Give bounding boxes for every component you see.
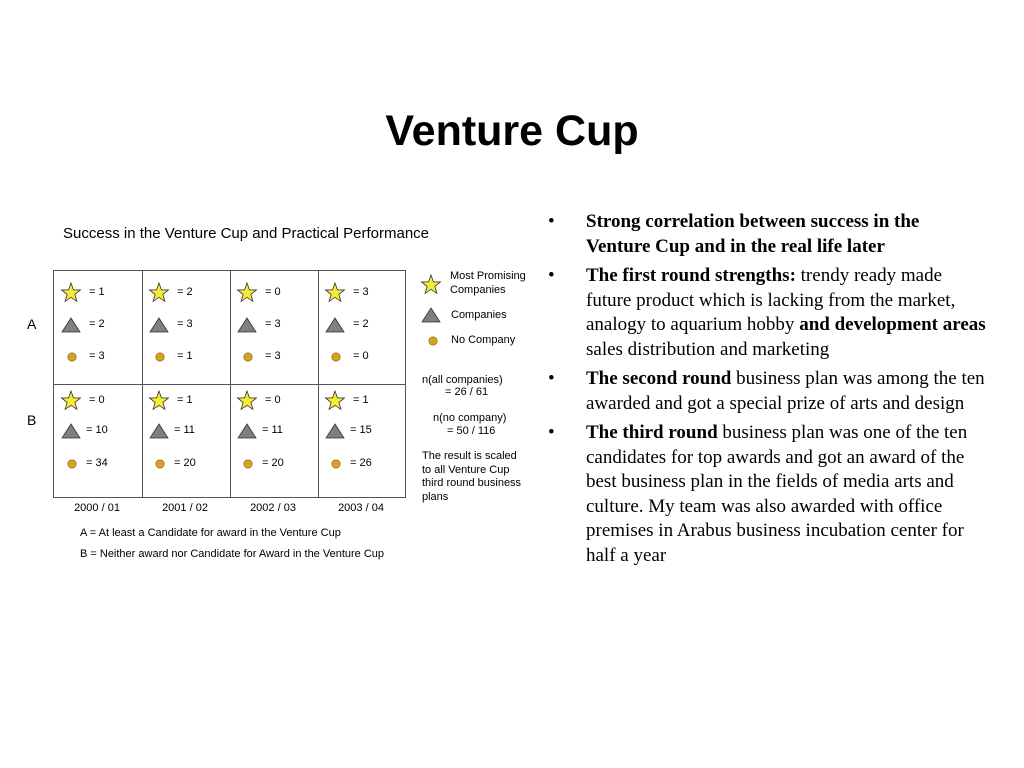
- triangle-count: = 10: [86, 424, 108, 436]
- stat-all-label: n(all companies): [422, 374, 503, 386]
- circle-icon: [330, 351, 342, 363]
- triangle-count: = 3: [265, 318, 281, 330]
- star-icon: [236, 390, 258, 412]
- circle-icon: [66, 351, 78, 363]
- bullet-item: • The second round business plan was among the ten awarded and got a special prize of arts and design: [548, 368, 985, 414]
- star-icon: [236, 282, 258, 304]
- triangle-count: = 15: [350, 424, 372, 436]
- scale-note-line: third round business: [422, 477, 522, 489]
- star-icon: [60, 282, 82, 304]
- legend-circle-icon: [427, 335, 439, 347]
- circle-count: = 26: [350, 457, 372, 469]
- star-count: = 1: [177, 394, 193, 406]
- circle-icon: [154, 351, 166, 363]
- footnote-a: A = At least a Candidate for award in the Venture Cup: [80, 527, 341, 539]
- stat-none-value: = 50 / 116: [447, 425, 496, 437]
- star-icon: [148, 390, 170, 412]
- star-count: = 0: [265, 286, 281, 298]
- grid-cell: [230, 384, 318, 497]
- bullet-item: • The first round strengths: trendy ready made future product which is lacking from the market, analogy to aquarium hobby and development areas sales distribution and marketing: [548, 265, 986, 360]
- triangle-count: = 11: [262, 424, 283, 436]
- star-count: = 0: [265, 394, 281, 406]
- bullet-dot-icon: •: [548, 422, 555, 443]
- star-count: = 0: [89, 394, 105, 406]
- slide-title: Venture Cup: [385, 107, 639, 155]
- circle-icon: [154, 458, 166, 470]
- bullet-dot-icon: •: [548, 265, 555, 286]
- stat-none-label: n(no company): [433, 412, 507, 424]
- legend-triangle-icon: [420, 307, 442, 323]
- bullet-dot-icon: •: [548, 211, 555, 232]
- scale-note-line: The result is scaled: [422, 450, 517, 462]
- bullet-item: • The third round business plan was one of the ten candidates for top awards and got an award of the best business plan in the fields of media arts and culture. My team was also awarded with office premises in Arabus business incubation center for half a year: [548, 422, 968, 566]
- grid-cell: [318, 384, 406, 497]
- triangle-icon: [324, 423, 346, 439]
- scale-note-line: plans: [422, 490, 449, 503]
- star-count: = 2: [177, 286, 193, 298]
- stat-all-value: = 26 / 61: [445, 386, 489, 398]
- star-count: = 3: [353, 286, 369, 298]
- circle-count: = 20: [262, 457, 284, 469]
- triangle-icon: [60, 317, 82, 333]
- scale-note-line: to all Venture Cup: [422, 463, 510, 476]
- circle-icon: [330, 458, 342, 470]
- column-label: 2000 / 01: [74, 502, 120, 514]
- star-count: = 1: [353, 394, 369, 406]
- triangle-count: = 3: [177, 318, 193, 330]
- circle-count: = 3: [89, 350, 105, 362]
- column-label: 2003 / 04: [338, 502, 384, 514]
- triangle-icon: [236, 423, 258, 439]
- column-label: 2001 / 02: [162, 502, 208, 514]
- triangle-icon: [236, 317, 258, 333]
- circle-count: = 34: [86, 457, 108, 469]
- success-grid: [53, 270, 406, 498]
- circle-icon: [66, 458, 78, 470]
- star-count: = 1: [89, 286, 105, 298]
- bullet-dot-icon: •: [548, 368, 555, 389]
- legend-star-label-2: Companies: [450, 284, 506, 296]
- star-icon: [148, 282, 170, 304]
- column-label: 2002 / 03: [250, 502, 296, 514]
- footnote-b: B = Neither award nor Candidate for Award in the Venture Cup: [80, 548, 385, 560]
- triangle-icon: [148, 317, 170, 333]
- grid-cell: [142, 271, 230, 384]
- bullet-item: • Strong correlation between success in the Venture Cup and in the real life later: [548, 211, 920, 257]
- chart-title: Success in the Venture Cup and Practical Performance: [63, 225, 430, 242]
- triangle-count: = 11: [174, 424, 195, 436]
- triangle-count: = 2: [353, 318, 369, 330]
- triangle-count: = 2: [89, 318, 105, 330]
- legend-circle-label: No Company: [451, 334, 516, 346]
- circle-count: = 3: [265, 350, 281, 362]
- circle-count: = 1: [177, 350, 193, 362]
- star-icon: [324, 390, 346, 412]
- circle-count: = 0: [353, 350, 369, 362]
- grid-cell: [54, 384, 142, 497]
- star-icon: [324, 282, 346, 304]
- circle-icon: [242, 351, 254, 363]
- legend-triangle-label: Companies: [451, 309, 507, 321]
- circle-count: = 20: [174, 457, 196, 469]
- grid-cell: [318, 271, 406, 384]
- row-label-a: A: [27, 316, 37, 332]
- grid-cell: [142, 384, 230, 497]
- triangle-icon: [60, 423, 82, 439]
- triangle-icon: [148, 423, 170, 439]
- circle-icon: [242, 458, 254, 470]
- star-icon: [60, 390, 82, 412]
- legend-star-label-1: Most Promising: [450, 270, 526, 282]
- bullet-list: [548, 210, 988, 573]
- grid-cell: [230, 271, 318, 384]
- triangle-icon: [324, 317, 346, 333]
- grid-cell: [54, 271, 142, 384]
- legend-star-icon: [420, 274, 442, 296]
- row-label-b: B: [27, 412, 37, 428]
